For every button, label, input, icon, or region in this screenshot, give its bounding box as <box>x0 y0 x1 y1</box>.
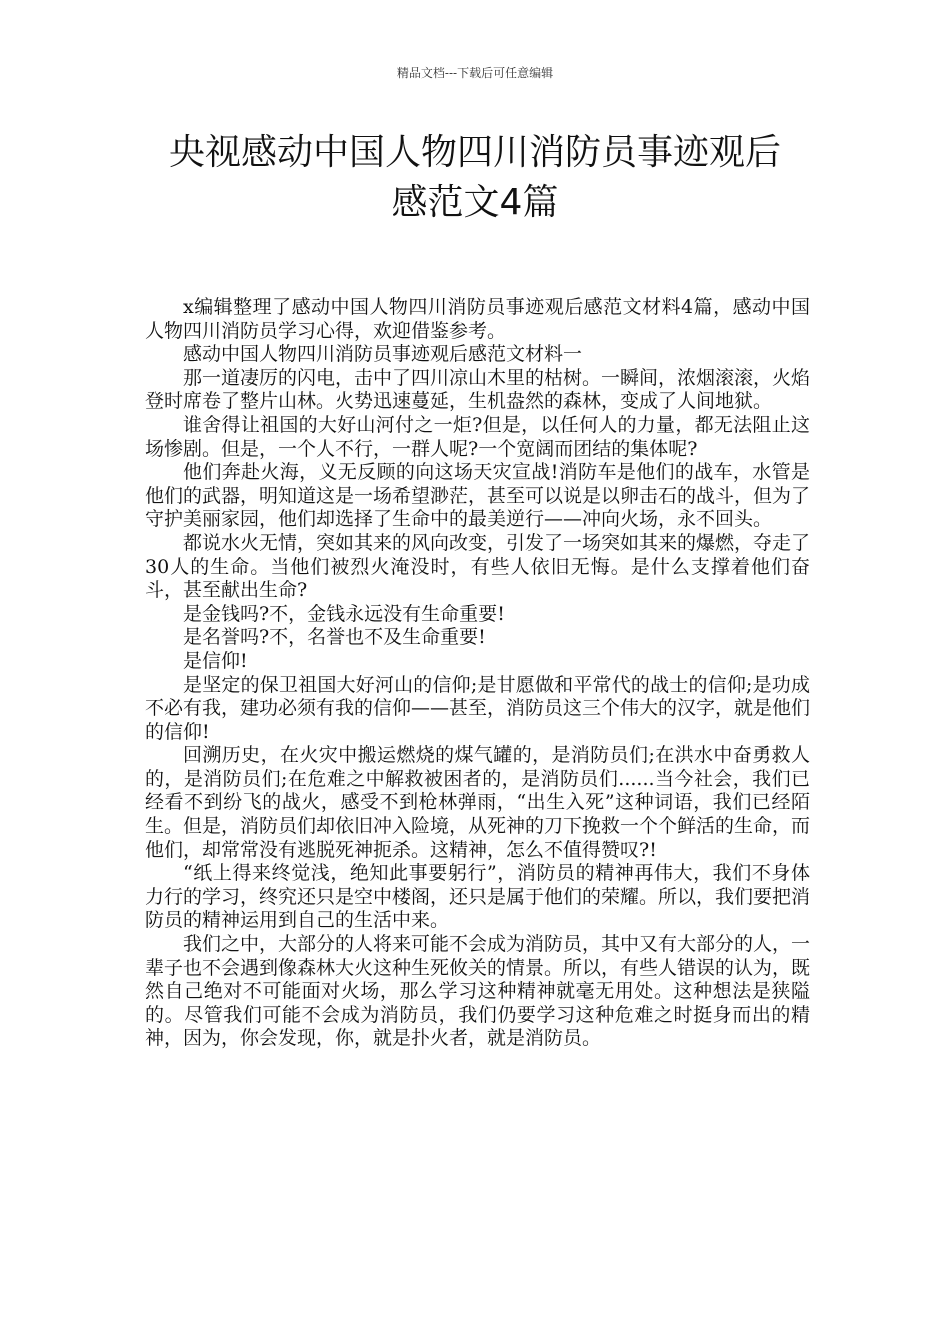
page-header: 精品文档---下载后可任意编辑 <box>396 66 554 80</box>
paragraph: 都说水火无情，突如其来的风向改变，引发了一场突如其来的爆燃，夺走了30人的生命。当他们被烈火淹没时，有些人依旧无悔。是什么支撑着他们奋斗，甚至献出生命? <box>145 531 811 602</box>
title-line-2: 感范文4篇 <box>391 182 559 223</box>
title-line-1: 央视感动中国人物四川消防员事迹观后 <box>168 132 781 173</box>
paragraph: 他们奔赴火海，义无反顾的向这场天灾宣战!消防车是他们的战车，水管是他们的武器，明知道这是一场希望渺茫，甚至可以说是以卵击石的战斗，但为了守护美丽家园，他们却选择了生命中的最美逆行——冲向火场，永不回头。 <box>145 461 811 531</box>
paragraph: 是信仰! <box>183 649 248 672</box>
paragraph: 我们之中，大部分的人将来可能不会成为消防员，其中又有大部分的人，一辈子也不会遇到像森林大火这种生死攸关的情景。所以，有些人错误的认为，既然自己绝对不可能面对火场，那么学习这种精神就毫无用处。这种想法是狭隘的。尽管我们可能不会成为消防员，我们仍要学习这种危难之时挺身而出的精神，因为，你会发现，你，就是扑火者，就是消防员。 <box>145 933 811 1050</box>
paragraph: 那一道凄厉的闪电，击中了四川凉山木里的枯树。一瞬间，浓烟滚滚，火焰登时席卷了整片山林。火势迅速蔓延，生机盎然的森林，变成了人间地狱。 <box>145 366 811 413</box>
paragraph: 回溯历史，在火灾中搬运燃烧的煤气罐的，是消防员们;在洪水中奋勇救人的，是消防员们;在危难之中解救被困者的，是消防员们......当今社会，我们已经看不到纷飞的战火，感受不到枪林弹雨，“出生入死”这种词语，我们已经陌生。但是，消防员们却依旧冲入险境，从死神的刀下挽救一个个鲜活的生命，而他们，却常常没有逃脱死神扼杀。这精神，怎么不值得赞叹?! <box>145 744 811 861</box>
paragraph: “纸上得来终觉浅，绝知此事要躬行”，消防员的精神再伟大，我们不身体力行的学习，终究还只是空中楼阁，还只是属于他们的荣耀。所以，我们要把消防员的精神运用到自己的生活中来。 <box>145 862 811 932</box>
paragraph: 是名誉吗?不，名誉也不及生命重要! <box>183 626 486 649</box>
paragraph-intro: x编辑整理了感动中国人物四川消防员事迹观后感范文材料4篇，感动中国人物四川消防员学习心得，欢迎借鉴参考。 <box>145 296 810 342</box>
section-heading: 感动中国人物四川消防员事迹观后感范文材料一 <box>183 343 583 366</box>
paragraph: 是坚定的保卫祖国大好河山的信仰;是甘愿做和平常代的战士的信仰;是功成不必有我，建功必须有我的信仰——甚至，消防员这三个伟大的汉字，就是他们的信仰! <box>145 673 811 743</box>
paragraph: 是金钱吗?不，金钱永远没有生命重要! <box>183 602 505 625</box>
document-title <box>60 128 890 228</box>
paragraph: 谁舍得让祖国的大好山河付之一炬?但是，以任何人的力量，都无法阻止这场惨剧。但是，一个人不行，一群人呢?一个宽阔而团结的集体呢? <box>145 413 810 460</box>
document-body <box>145 296 810 1051</box>
